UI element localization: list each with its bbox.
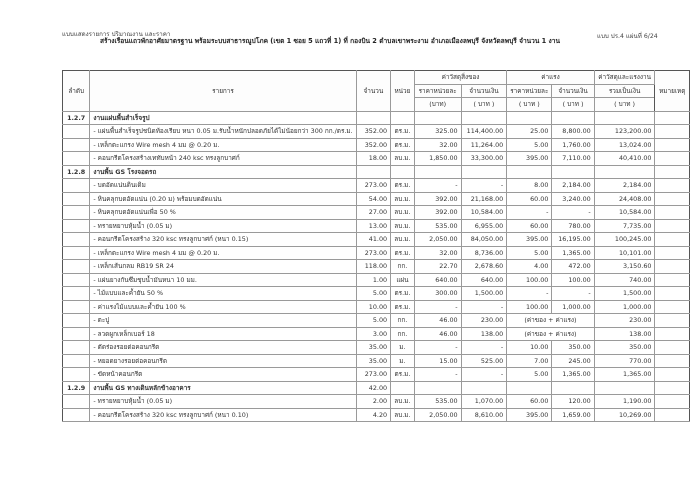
row-labor-amount: 100.00 — [552, 273, 594, 287]
row-unit: ตร.ม. — [391, 368, 415, 382]
row-item: - เหล็กเส้นกลม RB19 SR 24 — [90, 260, 356, 274]
table-row — [63, 179, 690, 193]
row-material-amount — [461, 165, 507, 179]
row-qty: 41.00 — [356, 233, 390, 247]
row-item: - คอนกรีตโครงสร้าง 320 ksc ทรงลูกบาศก์ (หนา 0.15) — [90, 233, 356, 247]
row-code — [63, 327, 90, 341]
row-labor-amount: 1,659.00 — [552, 408, 594, 422]
row-unit: แผ่น — [391, 273, 415, 287]
row-total: 10,584.00 — [594, 206, 655, 220]
col-material-amount: จำนวนเงิน — [461, 84, 507, 98]
row-code: 1.2.9 — [63, 381, 90, 395]
row-code: 1.2.8 — [63, 165, 90, 179]
row-remark — [655, 138, 690, 152]
row-material-unit-price: - — [414, 300, 461, 314]
row-qty: 27.00 — [356, 206, 390, 220]
row-qty: 42.00 — [356, 381, 390, 395]
row-labor-unit-price: 60.00 — [507, 192, 552, 206]
row-labor-amount: 3,240.00 — [552, 192, 594, 206]
row-material-amount — [461, 111, 507, 125]
row-material-unit-price: - — [414, 368, 461, 382]
row-total — [594, 111, 655, 125]
section-row — [63, 111, 690, 125]
row-code — [63, 233, 90, 247]
row-total: 350.00 — [594, 341, 655, 355]
row-code — [63, 138, 90, 152]
row-unit: ลบ.ม. — [391, 233, 415, 247]
row-labor-unit-price: 395.00 — [507, 233, 552, 247]
row-qty: 3.00 — [356, 327, 390, 341]
row-total — [594, 381, 655, 395]
row-labor-unit-price: 60.00 — [507, 219, 552, 233]
row-code — [63, 341, 90, 355]
row-remark — [655, 192, 690, 206]
row-unit: ตร.ม. — [391, 287, 415, 301]
row-material-amount: 1,500.00 — [461, 287, 507, 301]
row-item: งานแผ่นพื้นสำเร็จรูป — [90, 111, 356, 125]
row-material-unit-price: 2,050.00 — [414, 408, 461, 422]
row-remark — [655, 111, 690, 125]
row-total: 1,000.00 — [594, 300, 655, 314]
row-material-amount: 11,264.00 — [461, 138, 507, 152]
row-material-amount: 525.00 — [461, 354, 507, 368]
row-labor-unit-price: 395.00 — [507, 408, 552, 422]
row-material-unit-price: 300.00 — [414, 287, 461, 301]
row-code — [63, 125, 90, 139]
row-material-amount: 21,168.00 — [461, 192, 507, 206]
row-material-amount: 8,736.00 — [461, 246, 507, 260]
row-labor-unit-price: 25.00 — [507, 125, 552, 139]
table-row — [63, 300, 690, 314]
row-code — [63, 314, 90, 328]
col-item: รายการ — [90, 71, 356, 112]
row-item: - บดอัดแน่นดินเดิม — [90, 179, 356, 193]
row-total: 10,101.00 — [594, 246, 655, 260]
row-item: - หินคลุกบดอัดแน่นเพื่อ 50 % — [90, 206, 356, 220]
row-labor-amount — [552, 165, 594, 179]
row-total: 100,245.00 — [594, 233, 655, 247]
row-labor-unit-price — [507, 165, 552, 179]
row-material-unit-price: - — [414, 179, 461, 193]
row-item: งานพื้น GS ทางเดินหลักข้างอาคาร — [90, 381, 356, 395]
row-qty: 54.00 — [356, 192, 390, 206]
col-unit: หน่วย — [391, 71, 415, 112]
row-total: 3,150.60 — [594, 260, 655, 274]
table-row — [63, 246, 690, 260]
col-material-unit-price: ราคาหน่วยละ — [414, 84, 461, 98]
row-unit: ม. — [391, 354, 415, 368]
row-labor-unit-price: 100.00 — [507, 273, 552, 287]
row-code — [63, 246, 90, 260]
row-code — [63, 206, 90, 220]
row-qty: 1.00 — [356, 273, 390, 287]
row-unit: ตร.ม. — [391, 138, 415, 152]
table-row — [63, 395, 690, 409]
row-unit: กก. — [391, 314, 415, 328]
row-labor-unit-price: 7.00 — [507, 354, 552, 368]
row-labor-unit-price: 10.00 — [507, 341, 552, 355]
row-qty: 273.00 — [356, 368, 390, 382]
row-material-amount: - — [461, 341, 507, 355]
row-qty — [356, 165, 390, 179]
row-labor-amount — [552, 381, 594, 395]
row-qty: 273.00 — [356, 179, 390, 193]
project-title: สร้างเรือนแถวพักอาศัยมาตรฐาน พร้อมระบบสาธารณูปโภค (เขต 1 ซอย 5 แถวที่ 1) ที่ กองบิน 2 ตำบลเขาพระงาม อำเภอเมืองลพบุรี จังหวัดลพบุรี จำนวน 1 งาน — [100, 37, 560, 45]
table-row — [63, 327, 690, 341]
row-item: - แผ่นพื้นสำเร็จรูปชนิดท้องเรียบ หนา 0.05 ม.รับน้ำหนักปลอดภัยได้ไม่น้อยกว่า 300 กก./ตร.ม. — [90, 125, 356, 139]
row-material-amount: 6,955.00 — [461, 219, 507, 233]
row-material-unit-price: 22.70 — [414, 260, 461, 274]
col-qty: จำนวน — [356, 71, 390, 112]
row-labor-amount: 1,760.00 — [552, 138, 594, 152]
row-qty: 35.00 — [356, 354, 390, 368]
section-row — [63, 381, 690, 395]
row-total: 1,500.00 — [594, 287, 655, 301]
row-remark — [655, 287, 690, 301]
row-labor-amount: 1,000.00 — [552, 300, 594, 314]
table-row — [63, 354, 690, 368]
col-labor-unit-price: ราคาหน่วยละ — [507, 84, 552, 98]
row-code — [63, 354, 90, 368]
row-remark — [655, 125, 690, 139]
row-code — [63, 273, 90, 287]
form-label: แบบแสดงรายการ ปริมาณงาน และราคา — [62, 31, 171, 38]
row-code: 1.2.7 — [63, 111, 90, 125]
row-unit: ตร.ม. — [391, 300, 415, 314]
row-labor-amount: 120.00 — [552, 395, 594, 409]
table-row — [63, 233, 690, 247]
row-labor-amount: 350.00 — [552, 341, 594, 355]
row-material-amount: 8,610.00 — [461, 408, 507, 422]
row-item: งานพื้น GS โรงจอดรถ — [90, 165, 356, 179]
table-row — [63, 138, 690, 152]
row-total: 770.00 — [594, 354, 655, 368]
row-qty: 352.00 — [356, 138, 390, 152]
row-material-amount: 138.00 — [461, 327, 507, 341]
row-labor-unit-price: 8.00 — [507, 179, 552, 193]
row-unit: ลบ.ม. — [391, 192, 415, 206]
row-material-unit-price: 2,050.00 — [414, 233, 461, 247]
row-unit: ลบ.ม. — [391, 206, 415, 220]
row-item: - ค่าแรงไม้แบบและค้ำยัน 100 % — [90, 300, 356, 314]
row-material-unit-price — [414, 111, 461, 125]
row-unit: ลบ.ม. — [391, 408, 415, 422]
row-total: 10,269.00 — [594, 408, 655, 422]
row-material-unit-price — [414, 165, 461, 179]
row-qty: 352.00 — [356, 125, 390, 139]
row-labor-amount: 780.00 — [552, 219, 594, 233]
row-remark — [655, 354, 690, 368]
row-total: 24,408.00 — [594, 192, 655, 206]
table-row — [63, 341, 690, 355]
col-order: ลำดับ — [63, 71, 90, 112]
row-labor-amount: - — [552, 287, 594, 301]
row-item: - ไม้แบบและค้ำยัน 50 % — [90, 287, 356, 301]
row-total — [594, 165, 655, 179]
row-material-amount: 33,300.00 — [461, 152, 507, 166]
row-remark — [655, 260, 690, 274]
row-code — [63, 287, 90, 301]
row-qty: 4.20 — [356, 408, 390, 422]
row-total: 230.00 — [594, 314, 655, 328]
col-remark: หมายเหตุ — [655, 71, 690, 112]
col-material-group: ค่าวัสดุสิ่งของ — [414, 71, 506, 85]
row-qty: 2.00 — [356, 395, 390, 409]
row-material-unit-price: 46.00 — [414, 327, 461, 341]
row-remark — [655, 152, 690, 166]
row-remark — [655, 341, 690, 355]
row-qty: 273.00 — [356, 246, 390, 260]
row-material-amount: 114,400.00 — [461, 125, 507, 139]
row-material-amount — [461, 381, 507, 395]
col-total-amount: รวมเป็นเงิน — [594, 84, 655, 98]
row-material-unit-price: - — [414, 341, 461, 355]
row-labor-amount: 1,365.00 — [552, 246, 594, 260]
row-item: - แผ่นยางกันซึมชุบน้ำมันหนา 10 มม. — [90, 273, 356, 287]
row-unit — [391, 165, 415, 179]
row-unit — [391, 111, 415, 125]
row-labor-amount: - — [552, 206, 594, 220]
row-labor-amount — [552, 111, 594, 125]
row-qty: 5.00 — [356, 314, 390, 328]
row-qty: 5.00 — [356, 287, 390, 301]
row-remark — [655, 300, 690, 314]
row-unit: ตร.ม. — [391, 125, 415, 139]
row-qty — [356, 111, 390, 125]
row-material-unit-price: 46.00 — [414, 314, 461, 328]
row-material-amount: - — [461, 179, 507, 193]
row-material-unit-price: 1,850.00 — [414, 152, 461, 166]
table-row — [63, 192, 690, 206]
row-remark — [655, 368, 690, 382]
row-labor-unit-price: 4.00 — [507, 260, 552, 274]
row-total: 2,184.00 — [594, 179, 655, 193]
row-material-amount: 2,678.60 — [461, 260, 507, 274]
row-qty: 35.00 — [356, 341, 390, 355]
row-remark — [655, 314, 690, 328]
row-material-unit-price: 15.00 — [414, 354, 461, 368]
row-item: - ขัดหน้าคอนกรีต — [90, 368, 356, 382]
col-labor-group: ค่าแรง — [507, 71, 594, 85]
row-item: - ตะปู — [90, 314, 356, 328]
row-labor-unit-price — [507, 381, 552, 395]
table-row — [63, 273, 690, 287]
row-total: 1,365.00 — [594, 368, 655, 382]
row-material-unit-price — [414, 381, 461, 395]
row-qty: 118.00 — [356, 260, 390, 274]
row-labor-amount: 16,195.00 — [552, 233, 594, 247]
table-body — [63, 111, 690, 422]
row-total: 138.00 — [594, 327, 655, 341]
row-item: - ลวดผูกเหล็กเบอร์ 18 — [90, 327, 356, 341]
row-labor-unit-price: 395.00 — [507, 152, 552, 166]
row-labor-amount: 472.00 — [552, 260, 594, 274]
row-total: 7,735.00 — [594, 219, 655, 233]
table-row — [63, 408, 690, 422]
row-code — [63, 260, 90, 274]
row-code — [63, 408, 90, 422]
row-code — [63, 219, 90, 233]
row-item: - คอนกรีตโครงสร้าง 320 ksc ทรงลูกบาศก์ (หนา 0.10) — [90, 408, 356, 422]
row-item: - ตัดร่องรอยต่อคอนกรีต — [90, 341, 356, 355]
row-labor-unit-price: - — [507, 206, 552, 220]
row-material-amount: 84,050.00 — [461, 233, 507, 247]
row-material-amount: 640.00 — [461, 273, 507, 287]
row-material-amount: 1,070.00 — [461, 395, 507, 409]
row-material-amount: - — [461, 368, 507, 382]
row-qty: 13.00 — [356, 219, 390, 233]
row-labor-unit-price: 5.00 — [507, 368, 552, 382]
row-labor-unit-price — [507, 111, 552, 125]
row-labor-amount: 245.00 — [552, 354, 594, 368]
table-row — [63, 125, 690, 139]
table-row — [63, 287, 690, 301]
row-total: 40,410.00 — [594, 152, 655, 166]
row-qty: 18.00 — [356, 152, 390, 166]
row-unit: ลบ.ม. — [391, 152, 415, 166]
row-code — [63, 395, 90, 409]
row-remark — [655, 165, 690, 179]
row-total: 740.00 — [594, 273, 655, 287]
row-material-amount: - — [461, 300, 507, 314]
bill-of-quantities-table — [62, 70, 690, 422]
row-item: - ทรายหยาบหุ้มน้ำ (0.05 ม) — [90, 395, 356, 409]
unit-baht: ( บาท ) — [507, 98, 552, 112]
page-reference: แบบ ปร.4 แผ่นที่ 6/24 — [597, 33, 658, 40]
row-remark — [655, 395, 690, 409]
row-remark — [655, 206, 690, 220]
row-labor-unit-price: 5.00 — [507, 138, 552, 152]
row-item: - เหล็กตะแกรง Wire mesh 4 มม @ 0.20 ม. — [90, 138, 356, 152]
row-remark — [655, 246, 690, 260]
row-labor-merged-note: (ค่าของ + ค่าแรง) — [507, 314, 594, 328]
row-material-unit-price: 535.00 — [414, 395, 461, 409]
row-material-unit-price: 325.00 — [414, 125, 461, 139]
row-material-amount: 230.00 — [461, 314, 507, 328]
row-remark — [655, 273, 690, 287]
row-qty: 10.00 — [356, 300, 390, 314]
row-code — [63, 368, 90, 382]
row-remark — [655, 179, 690, 193]
unit-baht: ( บาท ) — [461, 98, 507, 112]
row-code — [63, 152, 90, 166]
row-remark — [655, 327, 690, 341]
row-material-unit-price: 32.00 — [414, 138, 461, 152]
row-unit: กก. — [391, 327, 415, 341]
table-row — [63, 368, 690, 382]
row-material-unit-price: 32.00 — [414, 246, 461, 260]
row-labor-unit-price: 60.00 — [507, 395, 552, 409]
table-row — [63, 152, 690, 166]
row-labor-amount: 1,365.00 — [552, 368, 594, 382]
row-material-unit-price: 535.00 — [414, 219, 461, 233]
row-total: 123,200.00 — [594, 125, 655, 139]
row-material-unit-price: 640.00 — [414, 273, 461, 287]
row-remark — [655, 381, 690, 395]
row-labor-unit-price: - — [507, 287, 552, 301]
unit-baht: ( บาท ) — [552, 98, 594, 112]
col-labor-amount: จำนวนเงิน — [552, 84, 594, 98]
table-row — [63, 219, 690, 233]
row-total: 13,024.00 — [594, 138, 655, 152]
row-unit: ลบ.ม. — [391, 219, 415, 233]
row-item: - หยอดยางรอยต่อคอนกรีต — [90, 354, 356, 368]
row-unit: ลบ.ม. — [391, 395, 415, 409]
row-code — [63, 179, 90, 193]
row-item: - คอนกรีตโครงสร้างเททับหน้า 240 ksc ทรงลูกบาศก์ — [90, 152, 356, 166]
table-row — [63, 314, 690, 328]
row-remark — [655, 219, 690, 233]
table-row — [63, 206, 690, 220]
row-labor-merged-note: (ค่าของ + ค่าแรง) — [507, 327, 594, 341]
row-code — [63, 192, 90, 206]
row-remark — [655, 408, 690, 422]
row-labor-amount: 7,110.00 — [552, 152, 594, 166]
row-material-amount: 10,584.00 — [461, 206, 507, 220]
row-item: - ทรายหยาบหุ้มน้ำ (0.05 ม) — [90, 219, 356, 233]
row-labor-amount: 8,800.00 — [552, 125, 594, 139]
row-item: - เหล็กตะแกรง Wire mesh 4 มม @ 0.20 ม. — [90, 246, 356, 260]
row-labor-unit-price: 5.00 — [507, 246, 552, 260]
row-labor-amount: 2,184.00 — [552, 179, 594, 193]
row-unit: ตร.ม. — [391, 246, 415, 260]
row-total: 1,190.00 — [594, 395, 655, 409]
table-row — [63, 260, 690, 274]
row-labor-unit-price: 100.00 — [507, 300, 552, 314]
unit-baht: (บาท) — [414, 98, 461, 112]
row-unit: ม. — [391, 341, 415, 355]
section-row — [63, 165, 690, 179]
row-material-unit-price: 392.00 — [414, 206, 461, 220]
row-unit: กก. — [391, 260, 415, 274]
row-code — [63, 300, 90, 314]
unit-baht: ( บาท ) — [594, 98, 655, 112]
row-unit: ตร.ม. — [391, 179, 415, 193]
col-total-group: ค่าวัสดุและแรงงาน — [594, 71, 655, 85]
row-unit — [391, 381, 415, 395]
row-material-unit-price: 392.00 — [414, 192, 461, 206]
row-remark — [655, 233, 690, 247]
row-item: - หินคลุกบดอัดแน่น (0.20 ม) พร้อมบดอัดแน่น — [90, 192, 356, 206]
